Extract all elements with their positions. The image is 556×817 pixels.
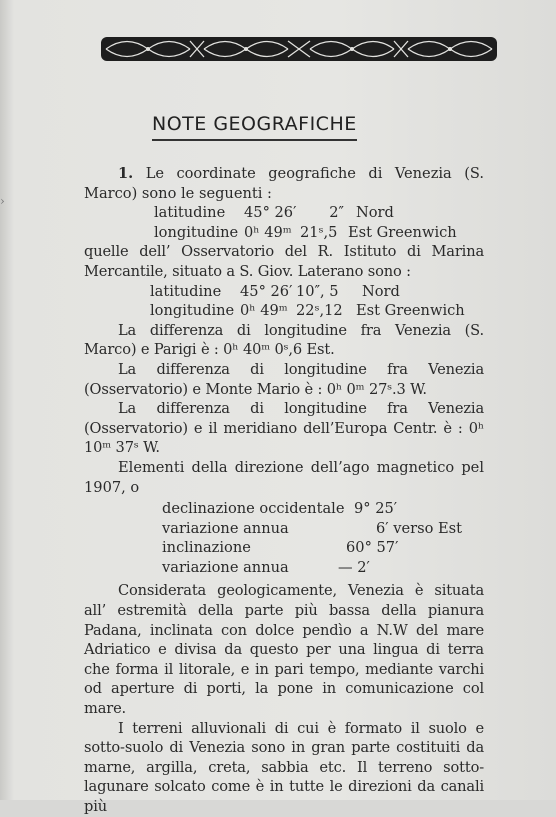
paragraph-1-text: Le coordinate geografiche di Venezia (S. Marco) sono le seguenti : (84, 165, 484, 202)
coord-row: longitudine 0ʰ 49ᵐ 21ˢ,5 Est Greenwich (154, 223, 457, 241)
page-edge-mark: › (0, 194, 5, 208)
magnetic-row: inclinazione 60° 57′ (162, 539, 399, 557)
document-body (84, 164, 484, 817)
paragraph-geology: Considerata geologicamente, Venezia è situata all’ estremità della parte più bassa della pianura Padana, inclinata con dolce pendìo a N.W del mare Adriatico e divisa da questo per una lingua di terra che forma il litorale, e in pari tempo, mediante varchi od aperture di porti, la pone in comunicazione col mare. (84, 582, 484, 718)
longitude-difference-monte-mario: La differenza di longitudine fra Venezia (Osservatorio) e Monte Mario è : 0ʰ 0ᵐ 27ˢ.3 W. (84, 360, 484, 398)
coord-row: longitudine 0ʰ 49ᵐ 22ˢ,12 Est Greenwich (150, 302, 465, 320)
observatory-text: quelle dell’ Osservatorio del R. Istituto di Marina Mercantile, situato a S. Giov. Laterano sono : (84, 243, 484, 280)
decorative-ornament-band (100, 36, 498, 62)
coord-row: latitudine 45° 26′ 10″, 5 Nord (150, 282, 400, 300)
paragraph-number: 1. (118, 165, 134, 182)
magnetic-row: variazione annua 6′ verso Est (162, 519, 463, 537)
magnetic-elements-intro: Elementi della direzione dell’ago magnetico pel 1907, o (84, 458, 484, 496)
paragraph-1-intro (84, 164, 484, 203)
coord-row: latitudine 45° 26′ 2″ Nord (154, 204, 394, 222)
coordinates-s-marco (84, 203, 484, 242)
page-title: NOTE GEOGRAFICHE (152, 112, 357, 141)
magnetic-row: variazione annua — 2′ (162, 558, 370, 576)
coordinates-observatory (84, 282, 484, 321)
magnetic-row: declinazione occidentale 9° 25′ (162, 500, 398, 518)
longitude-difference-central-europe: La differenza di longitudine fra Venezia (Osservatorio) e il meridiano dell’Europa Centr. è : 0ʰ 10ᵐ 37ˢ W. (84, 400, 484, 457)
longitude-difference-paris: La differenza di longitudine fra Venezia (S. Marco) e Parigi è : 0ʰ 40ᵐ 0ˢ,6 Est. (84, 321, 484, 359)
paragraph-alluvial-soils: I terreni alluvionali di cui è formato il suolo e sotto-suolo di Venezia sono in gran parte costituiti da marne, argilla, creta, sabbia etc. Il terreno sotto-lagunare solcato come è in tutte le direzioni da canali più (84, 719, 484, 815)
magnetic-needle-table (84, 499, 484, 577)
